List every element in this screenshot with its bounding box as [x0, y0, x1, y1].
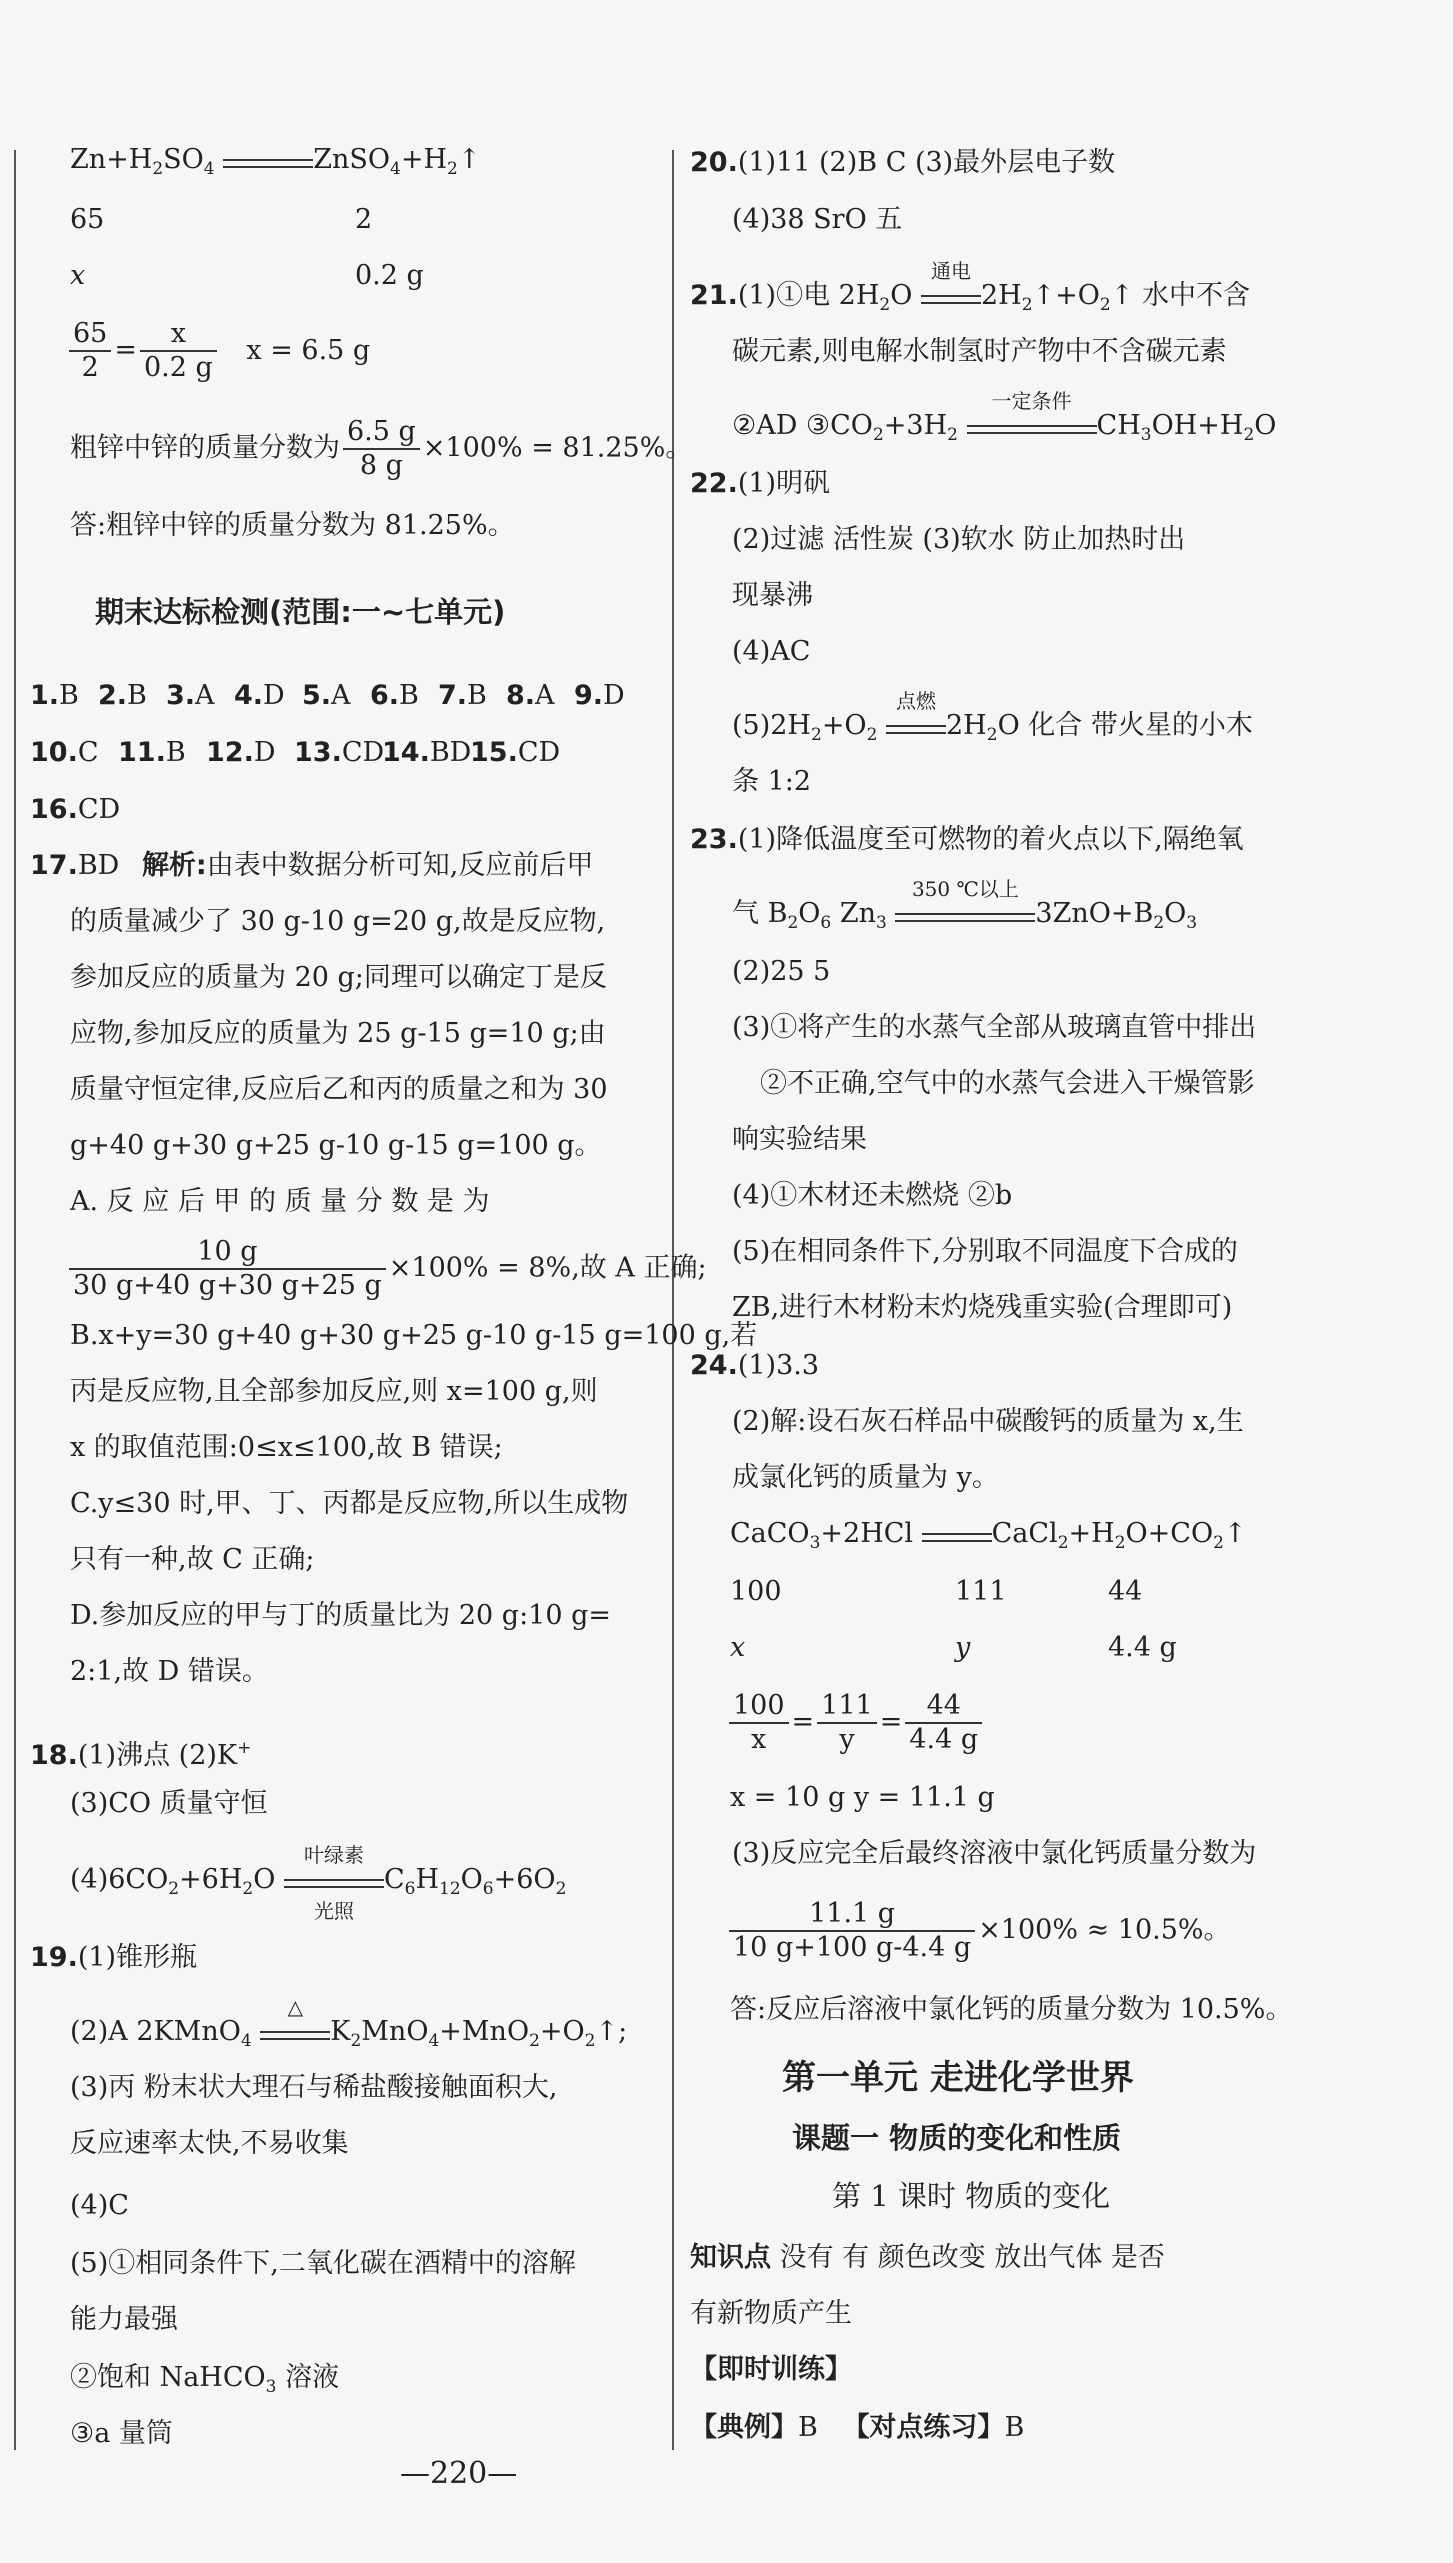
- q24-ratio-row-1: 100 111 44: [730, 1576, 1143, 1607]
- q24-line: 成氯化钙的质量为 y。: [732, 1462, 999, 1493]
- q23-line: 响实验结果: [732, 1124, 867, 1155]
- mc-answer: [302, 678, 351, 714]
- answer-letter: B: [399, 680, 419, 711]
- q17-line: 丙是反应物,且全部参加反应,则 x=100 g,则: [70, 1376, 598, 1407]
- q23-equation: 气 $B_2O_6$ $Zn_3$ 350 ℃以上 $3ZnO+B_2O_3$: [732, 877, 1198, 933]
- q23-line: (2)25 5: [732, 956, 831, 987]
- q17-line: B.x+y=30 g+40 g+30 g+25 g-10 g-15 g=100 g,若: [70, 1320, 758, 1351]
- q21-line-2: 碳元素,则电解水制氢时产物中不含碳元素: [732, 336, 1227, 367]
- q18-line-2: (3)CO 质量守恒: [70, 1788, 268, 1819]
- mc-answer: [30, 678, 79, 714]
- fraction: $\frac{6.5 g}{8 g}$: [343, 416, 420, 482]
- mc-answer: [438, 678, 487, 714]
- question-number: 11.: [118, 737, 166, 768]
- unit-title: 第一单元 走进化学世界: [782, 2058, 1134, 2098]
- answer-letter: D: [263, 680, 285, 711]
- q17-line: 参加反应的质量为 20 g;同理可以确定丁是反: [70, 962, 607, 993]
- q23-line: ②不正确,空气中的水蒸气会进入干燥管影: [760, 1068, 1255, 1099]
- answer-letter: C: [77, 737, 99, 768]
- q17-line: 应物,参加反应的质量为 25 g-15 g=10 g;由: [70, 1018, 606, 1049]
- q24-line: (2)解:设石灰石样品中碳酸钙的质量为 x,生: [732, 1406, 1244, 1437]
- q19-line: (5)①相同条件下,二氧化碳在酒精中的溶解: [70, 2248, 576, 2279]
- q24-fraction-line: $\frac{11.1 g}{10 g+100 g-4.4 g}$ ×100% ≈ 10.5%。: [726, 1898, 1231, 1964]
- answer-letter: B: [467, 680, 487, 711]
- fraction: $\frac{11.1 g}{10 g+100 g-4.4 g}$: [729, 1898, 975, 1964]
- mass-fraction-calc: 粗锌中锌的质量分数为 $\frac{6.5 g}{8 g}$ ×100% = 81.25%。: [70, 416, 693, 481]
- q23-line: ZB,进行木材粉末灼烧残重实验(合理即可): [732, 1292, 1233, 1323]
- answer-letter: CD: [517, 737, 561, 768]
- question-number: 13.: [294, 737, 342, 768]
- q17-line: A. 反 应 后 甲 的 质 量 分 数 是 为: [70, 1186, 490, 1217]
- q24-line-1: 24.(1)3.3: [690, 1350, 820, 1381]
- q17-line: 的质量减少了 30 g-10 g=20 g,故是反应物,: [70, 906, 606, 937]
- practice-heading: 【即时训练】: [690, 2354, 852, 2385]
- q20-line-2: (4)38 SrO 五: [732, 204, 903, 235]
- equation-zn-h2so4: $Zn+H_2SO_4$ $ZnSO_4+H_2↑$: [70, 144, 481, 179]
- question-number: 14.: [382, 737, 430, 768]
- q17-fraction-line: $\frac{10 g}{30 g+40 g+30 g+25 g}$ ×100% = 8%,故 A 正确;: [66, 1236, 707, 1302]
- q24-ratio-row-2: x y 4.4 g: [730, 1632, 1177, 1663]
- question-number: 6.: [370, 680, 400, 711]
- q17-line: 只有一种,故 C 正确;: [70, 1544, 315, 1575]
- q22-line-2: (2)过滤 活性炭 (3)软水 防止加热时出: [732, 524, 1186, 555]
- topic-title: 课题一 物质的变化和性质: [792, 2121, 1122, 2155]
- question-number: 12.: [206, 737, 254, 768]
- q22-line-1: 22.(1)明矾: [690, 468, 831, 499]
- knowledge-point-line-1: 知识点 没有 有 颜色改变 放出气体 是否: [690, 2242, 1165, 2273]
- q19-line: (4)C: [70, 2190, 129, 2221]
- fraction: $\frac{44}{4.4 g}$: [905, 1690, 982, 1756]
- q21-line-3: ②AD $③CO_2+3H_2$ 一定条件 $CH_3OH+H_2O$: [732, 389, 1277, 445]
- fraction: $\frac{111}{y}$: [817, 1690, 877, 1756]
- q19-line: 能力最强: [70, 2304, 178, 2335]
- q24-proportion: $\frac{100}{x}$ = $\frac{111}{y}$ = $\frac{44}{4.4 g}$: [726, 1690, 985, 1756]
- question-number: 16.: [30, 794, 78, 825]
- answer-letter: D: [253, 737, 276, 768]
- mc-answer: [234, 678, 285, 714]
- q24-answer: 答:反应后溶液中氯化钙的质量分数为 10.5%。: [730, 1994, 1293, 2025]
- left-margin-rule: [14, 150, 16, 2450]
- question-number: 15.: [470, 737, 518, 768]
- mc-answer: [98, 678, 147, 714]
- question-number: 3.: [166, 680, 196, 711]
- q23-line: (5)在相同条件下,分别取不同温度下合成的: [732, 1236, 1238, 1267]
- ratio-row-1: 65 2: [70, 204, 373, 235]
- mc-answer: [30, 735, 99, 771]
- q20-line-1: 20.(1)11 (2)B C (3)最外层电子数: [690, 147, 1116, 178]
- q24-line: (3)反应完全后最终溶液中氯化钙质量分数为: [732, 1838, 1257, 1869]
- section-title: 期末达标检测(范围:一~七单元): [95, 595, 506, 629]
- fraction: $\frac{100}{x}$: [729, 1690, 789, 1756]
- mc-answer: [382, 735, 471, 771]
- mc-answer: [506, 678, 555, 714]
- question-number: 8.: [506, 680, 536, 711]
- answer-letter: D: [603, 680, 625, 711]
- q22-line-3: 现暴沸: [732, 580, 813, 611]
- proportion-equation: $\frac{65}{2}$ = $\frac{x}{0.2 g}$ x = 6.5 g: [66, 318, 370, 384]
- q18-equation: $(4)6CO_2+6H_2O$ 叶绿素 光照 $C_6H_{12}O_6+6O_2$: [70, 1843, 567, 1923]
- fraction: $\frac{x}{0.2 g}$: [140, 318, 217, 384]
- answer-letter: B: [127, 680, 147, 711]
- q17-line: 质量守恒定律,反应后乙和丙的质量之和为 30: [70, 1074, 608, 1105]
- mc-answer: [206, 735, 276, 771]
- answer-letter: BD: [429, 737, 472, 768]
- answer-letter: B: [165, 737, 186, 768]
- ratio-row-2: x 0.2 g: [70, 260, 424, 291]
- answer-letter: CD: [341, 737, 385, 768]
- answer-line: 答:粗锌中锌的质量分数为 81.25%。: [70, 510, 515, 541]
- q21-line-1: 21.(1)①电 $2H_2O$ 通电 $2H_2↑+O_2↑$ 水中不含: [690, 259, 1250, 315]
- q23-line-1: 23.(1)降低温度至可燃物的着火点以下,隔绝氧: [690, 824, 1244, 855]
- mc-answer: [166, 678, 215, 714]
- answer-letter: A: [331, 680, 351, 711]
- q22-line-6: 条 1:2: [732, 766, 812, 797]
- mc-answer: [30, 792, 120, 828]
- answer-letter: A: [535, 680, 555, 711]
- q23-line: (3)①将产生的水蒸气全部从玻璃直管中排出: [732, 1012, 1257, 1043]
- q19-line: (3)丙 粉末状大理石与稀盐酸接触面积大,: [70, 2072, 558, 2103]
- q17-line: C.y≤30 时,甲、丁、丙都是反应物,所以生成物: [70, 1488, 629, 1519]
- q17-line: D.参加反应的甲与丁的质量比为 20 g:10 g=: [70, 1600, 612, 1631]
- q19-line: ③a 量筒: [70, 2418, 173, 2449]
- mc-answer: [370, 678, 419, 714]
- mc-answer: [574, 678, 625, 714]
- example-line: 【典例】B 【对点练习】B: [690, 2412, 1025, 2443]
- question-number: 7.: [438, 680, 468, 711]
- q19-line: 反应速率太快,不易收集: [70, 2128, 349, 2159]
- q19-line: ②饱和 NaHCO$_3$ 溶液: [70, 2362, 340, 2397]
- question-number: 1.: [30, 680, 60, 711]
- q19-equation: (2)A 2KMnO$_4$ △ $K_2MnO_4+MnO_2+O_2↑$;: [70, 1995, 628, 2051]
- lesson-title: 第 1 课时 物质的变化: [832, 2179, 1111, 2213]
- question-number: 4.: [234, 680, 264, 711]
- page-number: —220—: [400, 2456, 518, 2491]
- q22-equation: $(5)2H_2+O_2$ 点燃 $2H_2O$ 化合 带火星的小木: [732, 689, 1253, 745]
- question-number: 10.: [30, 737, 78, 768]
- q17-line: g+40 g+30 g+25 g-10 g-15 g=100 g。: [70, 1130, 602, 1161]
- q22-line-4: (4)AC: [732, 636, 811, 667]
- answer-letter: B: [59, 680, 79, 711]
- fraction: $\frac{65}{2}$: [69, 318, 111, 384]
- knowledge-point-line-2: 有新物质产生: [690, 2298, 852, 2329]
- question-number: 9.: [574, 680, 604, 711]
- q19-line-1: 19.(1)锥形瓶: [30, 1942, 198, 1973]
- q23-line: (4)①木材还未燃烧 ②b: [732, 1180, 1013, 1211]
- q24-result: x = 10 g y = 11.1 g: [730, 1782, 995, 1813]
- q17-line-1: 17.BD 解析:由表中数据分析可知,反应前后甲: [30, 850, 594, 881]
- q18-line-1: 18.(1)沸点 (2)K+: [30, 1738, 252, 1771]
- mc-answer: [470, 735, 560, 771]
- answer-letter: CD: [77, 794, 121, 825]
- q17-line: 2:1,故 D 错误。: [70, 1656, 269, 1687]
- mc-answer: [118, 735, 186, 771]
- question-number: 2.: [98, 680, 128, 711]
- mc-answer: [294, 735, 384, 771]
- q17-line: x 的取值范围:0≤x≤100,故 B 错误;: [70, 1432, 503, 1463]
- question-number: 5.: [302, 680, 332, 711]
- q24-equation: CaCO$_3$+2HCl $CaCl_2+H_2O+CO_2↑$: [730, 1518, 1247, 1553]
- answer-letter: A: [195, 680, 215, 711]
- fraction: $\frac{10 g}{30 g+40 g+30 g+25 g}$: [69, 1236, 386, 1302]
